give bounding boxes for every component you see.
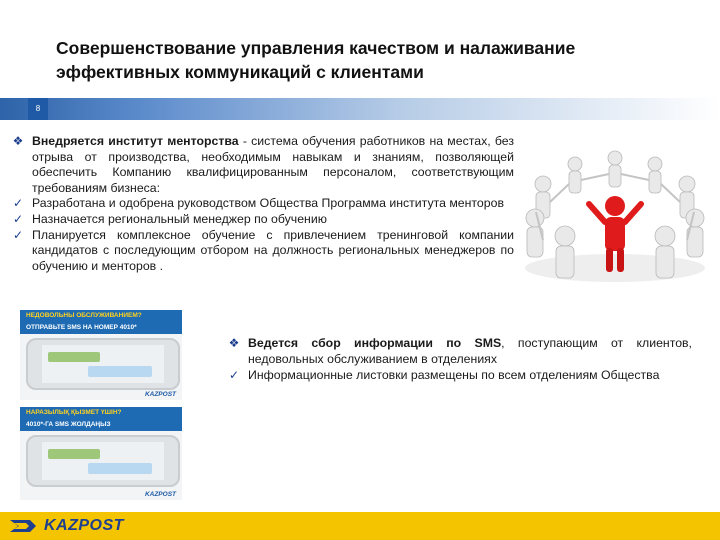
kazpost-emblem-icon <box>8 516 38 536</box>
check-bullet-icon: ✓ <box>12 211 24 226</box>
diamond-bullet-icon: ❖ <box>12 134 24 148</box>
sms-flyer-russian <box>20 310 182 400</box>
list-item: ❖ Ведется сбор информации по SMS, поступающим от клиентов, недовольных обслуживанием в отделениях <box>226 336 692 368</box>
left-bullet-list <box>10 134 514 274</box>
title-line-2: эффективных коммуникаций с клиентами <box>56 62 424 82</box>
right-bullet-list <box>226 336 692 383</box>
phone-icon <box>26 338 180 390</box>
check-bullet-icon: ✓ <box>12 227 24 242</box>
flyer-banner: НАРАЗЫЛЫҚ ҚЫЗМЕТ ҮШІН? <box>20 407 182 419</box>
list-item: ✓ Информационные листовки размещены по всем отделениям Общества <box>226 368 692 384</box>
check-bullet-icon: ✓ <box>12 196 24 211</box>
header-band <box>0 98 720 120</box>
page-number: 8 <box>28 98 48 120</box>
list-item: ✓ Разработана и одобрена руководством Общества Программа института менторов <box>10 196 514 212</box>
list-item: ✓ Назначается региональный менеджер по обучению <box>10 212 514 228</box>
flyer-banner: НЕДОВОЛЬНЫ ОБСЛУЖИВАНИЕМ? <box>20 310 182 322</box>
phone-icon <box>26 435 180 487</box>
check-bullet-icon: ✓ <box>228 367 240 382</box>
title-line-1: Совершенствование управления качеством и налаживание <box>56 38 576 58</box>
slide-title <box>56 36 676 84</box>
list-item: ❖ Внедряется институт менторства - система обучения работников на местах, без отрыва от производства, необходимым навыкам и знаниям, позволяющей обеспечить Компанию квалифицированным персоналом, соответствующим требованиям бизнеса: <box>10 134 514 196</box>
diamond-bullet-icon: ❖ <box>228 336 240 350</box>
flyer-logo: KAZPOST <box>144 391 176 398</box>
flyer-logo: KAZPOST <box>144 491 176 498</box>
flyer-subtitle: ОТПРАВЬТЕ SMS НА НОМЕР 4010* <box>26 324 137 331</box>
list-item: ✓ Планируется комплексное обучение с привлечением тренинговой компании кандидатов с последующим отбором на должность региональных менеджеров по обучению и менторов . <box>10 228 514 275</box>
logo-text: KAZPOST <box>44 517 124 534</box>
sms-flyer-kazakh <box>20 407 182 500</box>
kazpost-logo <box>8 514 148 538</box>
flyer-subtitle: 4010*-ГА SMS ЖОЛДАҢЫЗ <box>26 421 111 428</box>
people-circle-illustration <box>515 140 715 290</box>
